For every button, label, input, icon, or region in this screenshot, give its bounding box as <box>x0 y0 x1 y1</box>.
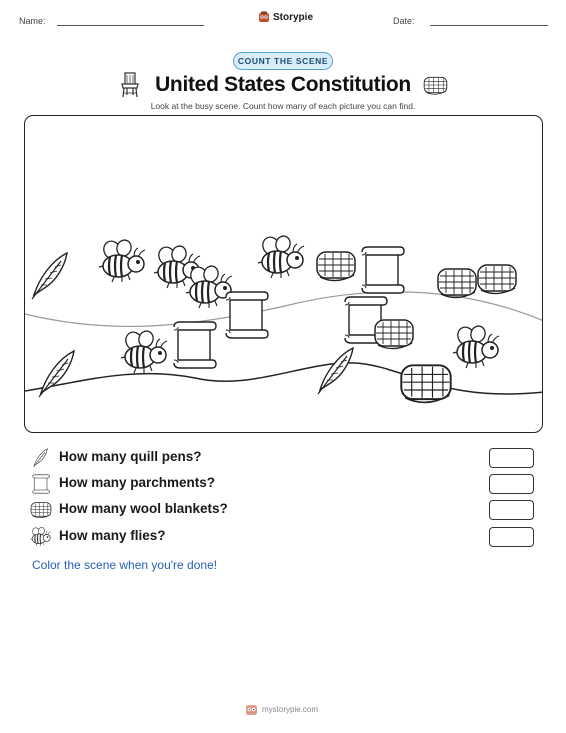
wool-blanket-4 <box>375 320 413 349</box>
question-row-quill-pens <box>30 448 535 468</box>
wool-blanket-2 <box>438 269 476 298</box>
fly-6 <box>453 324 499 368</box>
date-label: Date: <box>393 16 415 26</box>
question-text: How many flies? <box>59 528 166 543</box>
wool-blanket-icon <box>30 500 52 520</box>
activity-badge: COUNT THE SCENE <box>233 52 333 70</box>
parchment-2 <box>226 292 268 338</box>
question-text: How many wool blankets? <box>59 501 228 516</box>
quill-pen-icon <box>30 448 52 468</box>
wool-blanket-3 <box>478 265 516 294</box>
parchment-1 <box>362 247 404 293</box>
title-row <box>0 72 566 100</box>
name-label: Name: <box>19 16 46 26</box>
brand-logo <box>258 11 313 23</box>
parchment-4 <box>174 322 216 368</box>
answer-box-wool-blankets[interactable] <box>489 500 534 520</box>
fly-5 <box>121 329 167 373</box>
storypie-mascot-icon <box>245 703 258 716</box>
storypie-mascot-icon <box>258 11 270 23</box>
closing-instruction: Color the scene when you're done! <box>32 558 218 572</box>
name-line[interactable] <box>57 25 204 26</box>
count-scene <box>24 115 543 433</box>
question-row-parchments <box>30 474 535 494</box>
fly-1 <box>99 238 145 282</box>
wool-blanket-icon <box>423 75 448 95</box>
answer-box-flies[interactable] <box>489 527 534 547</box>
answer-box-quill-pens[interactable] <box>489 448 534 468</box>
wool-blanket-5 <box>401 365 450 402</box>
question-text: How many quill pens? <box>59 449 202 464</box>
answer-box-parchments[interactable] <box>489 474 534 494</box>
parchment-icon <box>30 474 52 494</box>
date-line[interactable] <box>430 25 548 26</box>
fly-3 <box>258 234 304 278</box>
quill-pen-2 <box>39 351 74 397</box>
question-text: How many parchments? <box>59 475 216 490</box>
question-row-flies <box>30 527 535 547</box>
page-title: United States Constitution <box>155 73 411 96</box>
fly-4 <box>186 264 232 308</box>
quill-pen-1 <box>32 253 67 299</box>
footer <box>245 703 318 716</box>
question-row-wool-blankets <box>30 500 535 520</box>
wool-blanket-1 <box>317 252 355 281</box>
fly-icon <box>30 527 52 547</box>
quill-pen-3 <box>318 348 353 394</box>
brand-name: Storypie <box>273 11 314 23</box>
instructions: Look at the busy scene. Count how many of each picture you can find. <box>150 101 416 111</box>
footer-url[interactable]: mystorypie.com <box>262 705 319 714</box>
